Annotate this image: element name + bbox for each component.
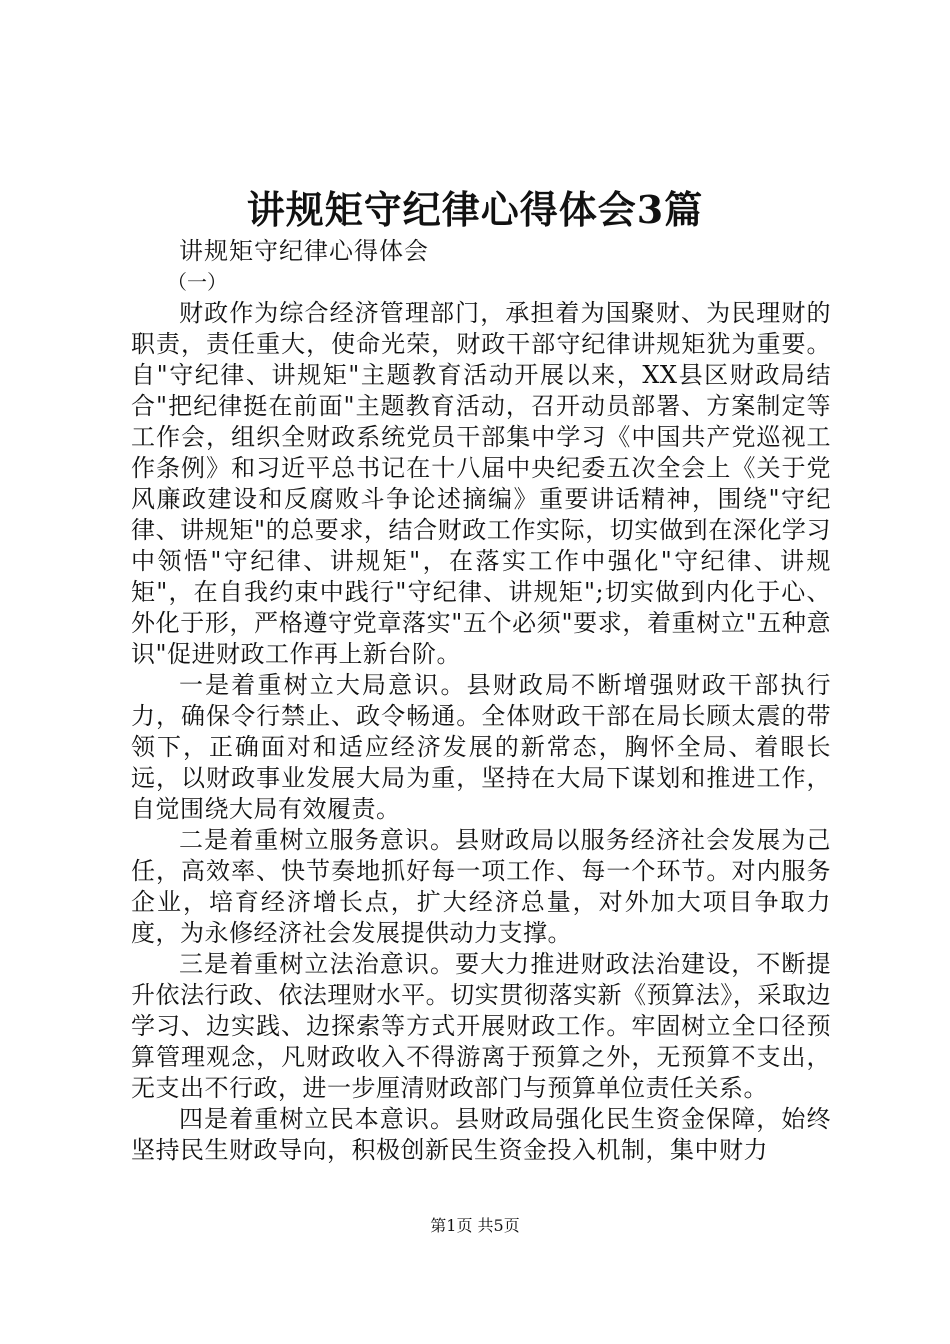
paragraph-intro: 财政作为综合经济管理部门，承担着为国聚财、为民理财的职责，责任重大，使命光荣，财政干部守纪律讲规矩犹为重要。自"守纪律、讲规矩"主题教育活动开展以来，XX县区财政局结合"把纪律挺在前面"主题教育活动，召开动员部署、方案制定等工作会，组织全财政系统党员干部集中学习《中国共产党巡视工作条例》和习近平总书记在十八届中央纪委五次全会上《关于党风廉政建设和反腐败斗争论述摘编》重要讲话精神，围绕"守纪律、讲规矩"的总要求，结合财政工作实际，切实做到在深化学习中领悟"守纪律、讲规矩"，在落实工作中强化"守纪律、讲规矩"，在自我约束中践行"守纪律、讲规矩";切实做到内化于心、外化于形，严格遵守党章落实"五个必须"要求，着重树立"五种意识"促进财政工作再上新台阶。 <box>131 299 831 668</box>
paragraph-point-4: 四是着重树立民本意识。县财政局强化民生资金保障，始终坚持民生财政导向，积极创新民生资金投入机制，集中财力 <box>131 1105 831 1164</box>
section-number: （一） <box>167 270 227 294</box>
paragraph-point-1: 一是着重树立大局意识。县财政局不断增强财政干部执行力，确保令行禁止、政令畅通。全体财政干部在局长顾太震的带领下，正确面对和适应经济发展的新常态，胸怀全局、着眼长远，以财政事业发展大局为重，坚持在大局下谋划和推进工作，自觉围绕大局有效履责。 <box>131 671 831 823</box>
page-footer: 第1页 共5页 <box>430 1216 520 1235</box>
paragraph-point-2: 二是着重树立服务意识。县财政局以服务经济社会发展为己任，高效率、快节奏地抓好每一项工作、每一个环节。对内服务企业，培育经济增长点，扩大经济总量，对外加大项目争取力度，为永修经济社会发展提供动力支撑。 <box>131 826 831 947</box>
document-title: 讲规矩守纪律心得体会3篇 <box>246 187 704 232</box>
document-body <box>131 236 831 1166</box>
paragraph-point-3: 三是着重树立法治意识。要大力推进财政法治建设，不断提升依法行政、依法理财水平。切实贯彻落实新《预算法》，采取边学习、边实践、边探索等方式开展财政工作。牢固树立全口径预算管理观念，凡财政收入不得游离于预算之外，无预算不支出，无支出不行政，进一步厘清财政部门与预算单位责任关系。 <box>131 950 831 1102</box>
document-subtitle: 讲规矩守纪律心得体会 <box>179 237 429 265</box>
